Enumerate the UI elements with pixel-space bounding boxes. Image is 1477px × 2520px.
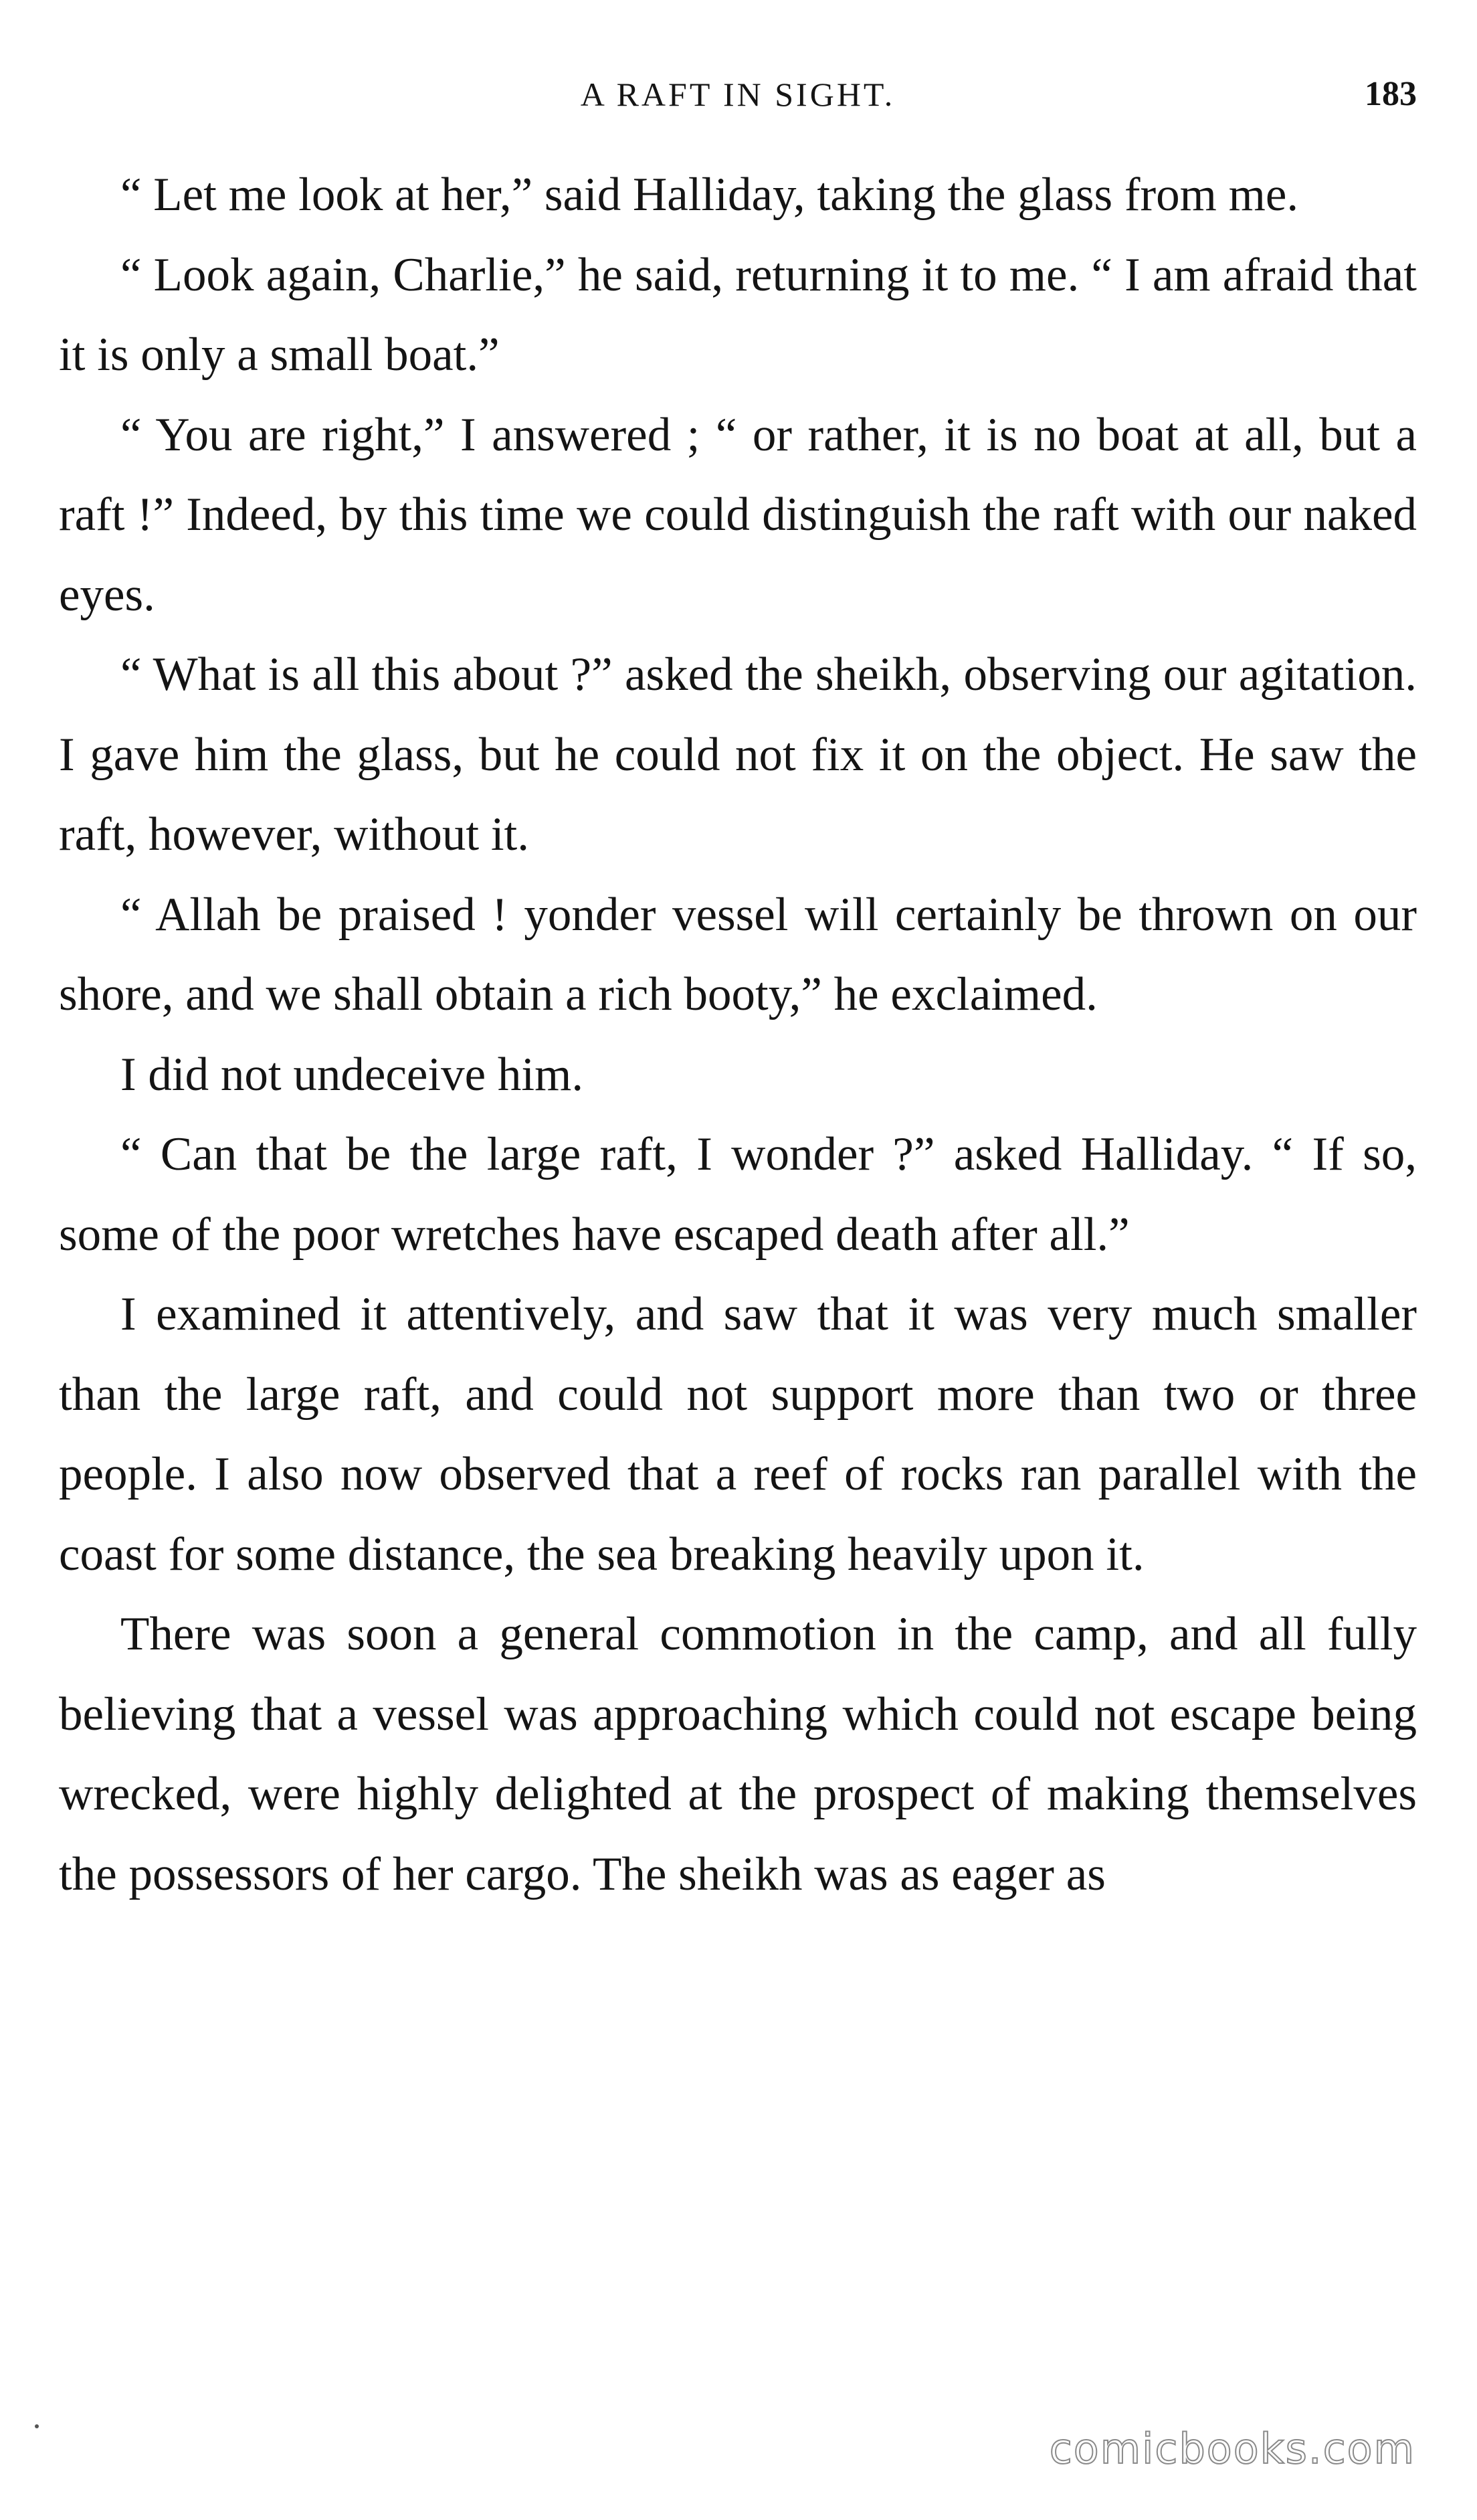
paragraph: “ You are right,” I answered ; “ or rather, it is no boat at all, but a raft !” Indeed, by this time we could distinguish the raft with our naked eyes. <box>59 408 1417 621</box>
paragraph: “ Can that be the large raft, I wonder ?” asked Halliday. “ If so, some of the poor wretches have escaped death after all.” <box>59 1128 1417 1261</box>
body-text <box>59 155 1417 1914</box>
paragraph: I did not undeceive him. <box>120 1048 584 1101</box>
running-title: A RAFT IN SIGHT. <box>580 76 896 113</box>
running-head <box>59 64 1417 124</box>
paragraph: “ What is all this about ?” asked the sheikh, observing our agitation. I gave him the glass, but he could not fix it on the object. He saw the raft, however, without it. <box>59 648 1417 861</box>
ink-speck <box>35 2424 39 2428</box>
watermark: comicbooks.com <box>1049 2424 1415 2473</box>
page-number: 183 <box>1365 75 1417 113</box>
paragraph: “ Allah be praised ! yonder vessel will certainly be thrown on our shore, and we shall obtain a rich booty,” he exclaimed. <box>59 888 1417 1020</box>
paragraph: “ Let me look at her,” said Halliday, taking the glass from me. <box>120 169 1299 221</box>
paragraph: I examined it attentively, and saw that it was very much smaller than the large raft, and could not support more than two or three people. I also now observed that a reef of rocks ran parallel with the coast for some distance, the sea breaking heavily upon it. <box>59 1288 1417 1581</box>
paragraph: There was soon a general commotion in the camp, and all fully believing that a vessel was approaching which could not escape being wrecked, were highly delighted at the prospect of making themselves the possessors of her cargo. The sheikh was as eager as <box>59 1608 1417 1900</box>
paragraph: “ Look again, Charlie,” he said, returning it to me. “ I am afraid that it is only a small boat.” <box>59 248 1417 381</box>
